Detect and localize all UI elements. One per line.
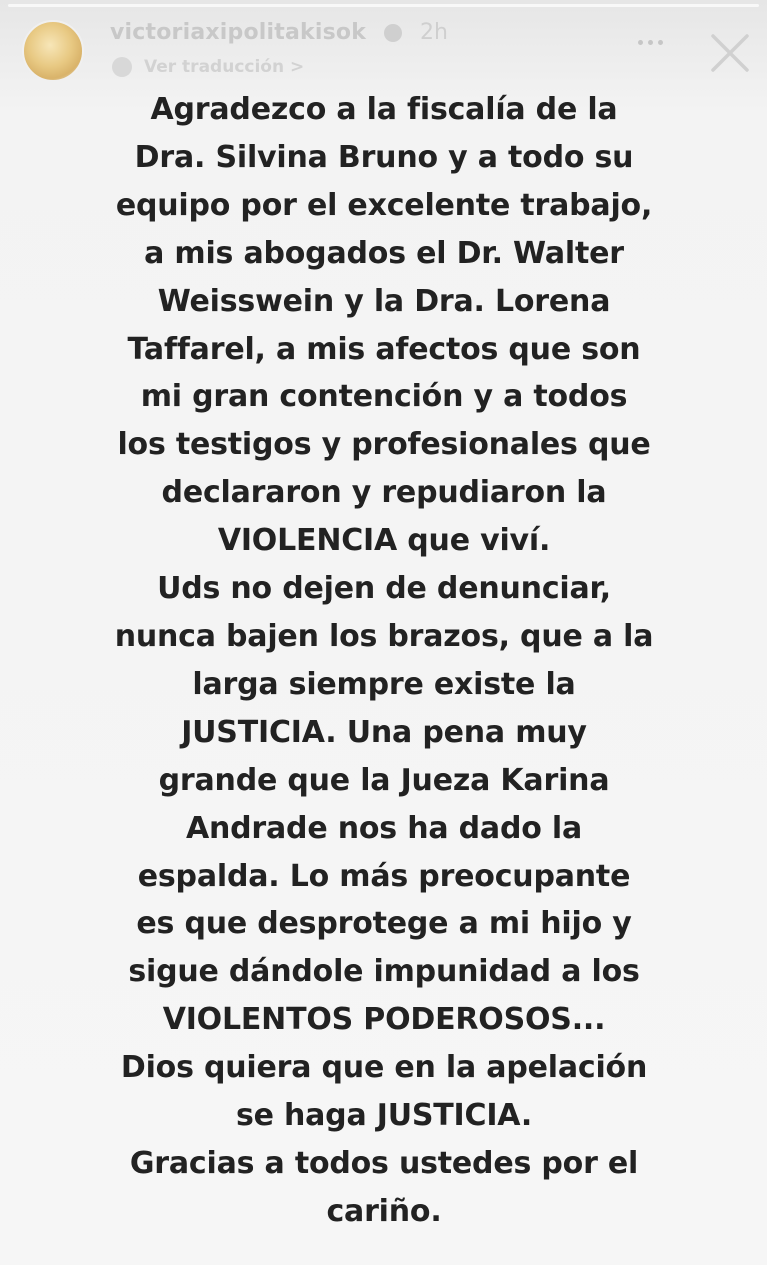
message-line: VIOLENTOS PODEROSOS...	[162, 1002, 606, 1038]
message-line: sigue dándole impunidad a los	[128, 954, 640, 990]
more-options-icon[interactable]	[638, 40, 663, 45]
message-line: Weisswein y la Dra. Lorena	[157, 283, 611, 319]
post-time: 2h	[420, 20, 448, 45]
message-line: nunca bajen los brazos, que a la	[114, 618, 654, 654]
translate-link[interactable]	[112, 55, 304, 79]
message-line: VIOLENCIA que viví.	[217, 523, 551, 559]
message-line: declararon y repudiaron la	[161, 475, 607, 511]
message-line: JUSTICIA. Una pena muy	[181, 714, 587, 750]
message-line: a mis abogados el Dr. Walter	[144, 235, 624, 271]
message-line: es que desprotege a mi hijo y	[136, 906, 632, 942]
message-line: Taffarel, a mis afectos que son	[127, 331, 641, 367]
more-dot	[638, 40, 643, 45]
translate-icon	[112, 57, 132, 77]
translate-label: Ver traducción >	[144, 57, 305, 77]
profile-avatar[interactable]	[22, 20, 84, 82]
message-line: mi gran contención y a todos	[140, 379, 628, 415]
message-line: Agradezco a la fiscalía de la	[150, 92, 618, 127]
message-line: Andrade nos ha dado la	[185, 810, 583, 846]
more-dot	[648, 40, 653, 45]
close-glyph	[707, 30, 753, 76]
message-line: espalda. Lo más preocupante	[137, 858, 631, 894]
username[interactable]: victoriaxipolitakisok	[110, 20, 367, 45]
message-line: Dios quiera que en la apelación	[120, 1050, 648, 1086]
message-line: los testigos y profesionales que	[117, 427, 651, 463]
message-line: grande que la Jueza Karina	[158, 762, 610, 798]
close-icon[interactable]	[707, 30, 753, 76]
message-line: se haga JUSTICIA.	[235, 1098, 533, 1134]
message-line: larga siempre existe la	[192, 666, 576, 702]
story-header	[0, 0, 767, 90]
message-line: Uds no dejen de denunciar,	[157, 571, 611, 607]
verified-badge-icon	[384, 24, 402, 42]
message-line: Gracias a todos ustedes por el	[129, 1145, 639, 1181]
message-line: Dra. Silvina Bruno y a todo su	[134, 139, 634, 175]
more-dot	[658, 40, 663, 45]
message-line: equipo por el excelente trabajo,	[115, 187, 653, 223]
story-message-text	[95, 86, 673, 1236]
message-line: cariño.	[326, 1193, 442, 1229]
